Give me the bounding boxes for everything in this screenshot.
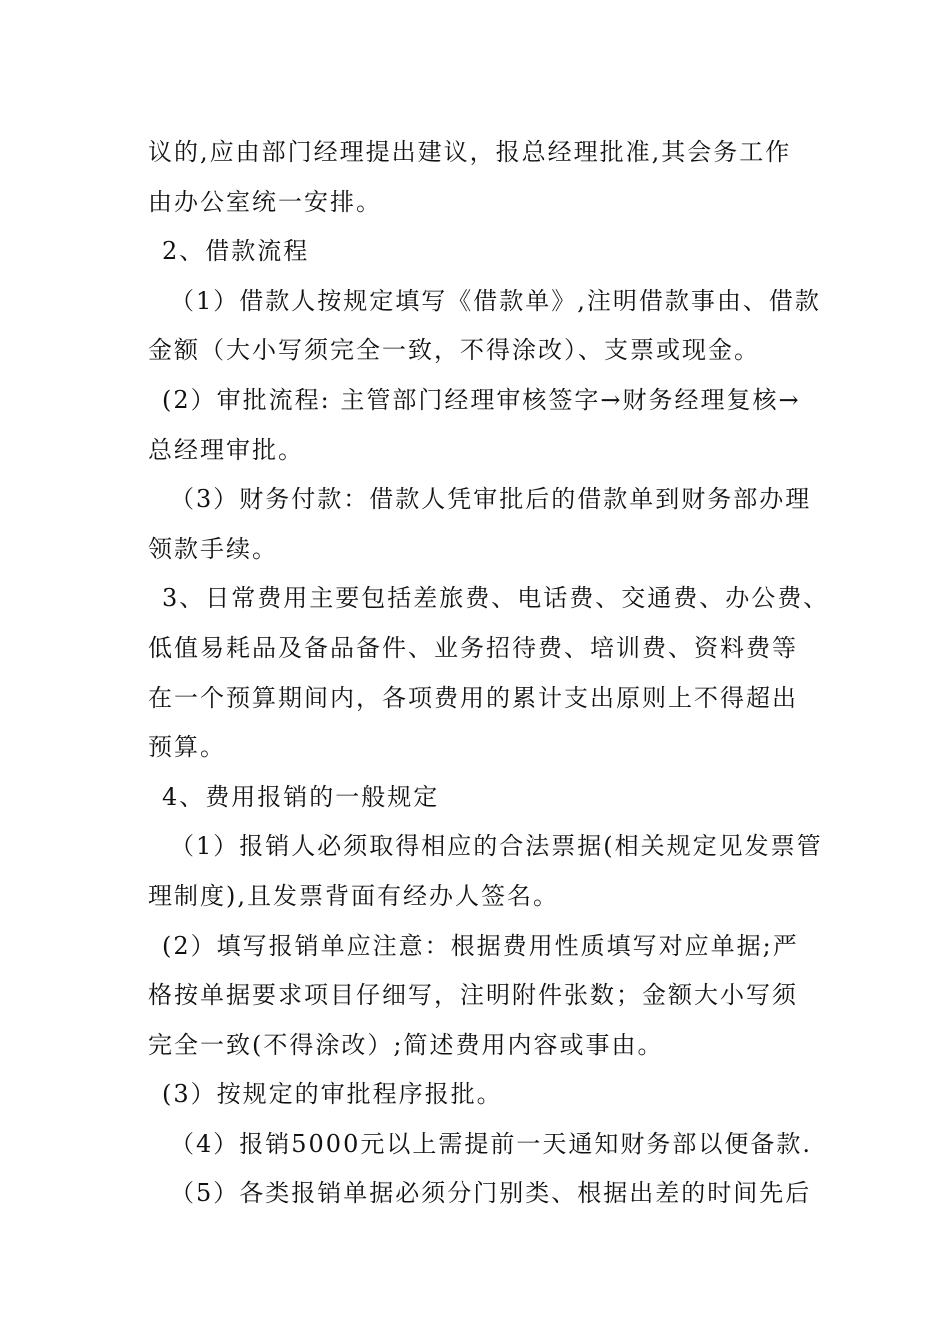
text-line: (2）审批流程: 主管部门经理审核签字→财务经理复核→: [162, 385, 801, 414]
text-line: 低值易耗品及备品备件、业务招待费、培训费、资料费等: [148, 633, 798, 662]
text-line: (3）按规定的审批程序报批。: [162, 1080, 503, 1109]
text-line: 预算。: [148, 733, 226, 762]
text-line: 格按单据要求项目仔细写，注明附件张数；金额大小写须: [148, 981, 798, 1010]
text-line: (2）填写报销单应注意：根据费用性质填写对应单据;严: [162, 931, 799, 960]
text-line: 完全一致(不得涂改）;简述费用内容或事由。: [148, 1030, 664, 1059]
section-heading: 2、借款流程: [162, 237, 310, 266]
section-heading: 4、费用报销的一般规定: [162, 782, 440, 811]
text-line: （1）报销人必须取得相应的合法票据(相关规定见发票管: [170, 832, 823, 861]
text-line: （3）财务付款：借款人凭审批后的借款单到财务部办理: [170, 485, 812, 514]
text-line: （1）借款人按规定填写《借款单》,注明借款事由、借款: [170, 286, 821, 315]
text-line: 3、日常费用主要包括差旅费、电话费、交通费、办公费、: [162, 584, 830, 613]
text-line: （5）各类报销单据必须分门别类、根据出差的时间先后: [170, 1179, 812, 1208]
text-line: 理制度),且发票背面有经办人签名。: [148, 881, 559, 910]
document-body: [148, 128, 830, 1219]
text-line: 领款手续。: [148, 534, 278, 563]
text-line: 议的,应由部门经理提出建议，报总经理批准,其会务工作: [148, 138, 792, 166]
text-line: 在一个预算期间内，各项费用的累计支出原则上不得超出: [148, 683, 798, 712]
text-line: （4）报销5000元以上需提前一天通知财务部以便备款.: [170, 1129, 812, 1158]
text-line: 由办公室统一安排。: [148, 187, 382, 216]
text-line: 金额（大小写须完全一致，不得涂改）、支票或现金。: [148, 336, 760, 365]
text-line: 总经理审批。: [148, 435, 304, 464]
